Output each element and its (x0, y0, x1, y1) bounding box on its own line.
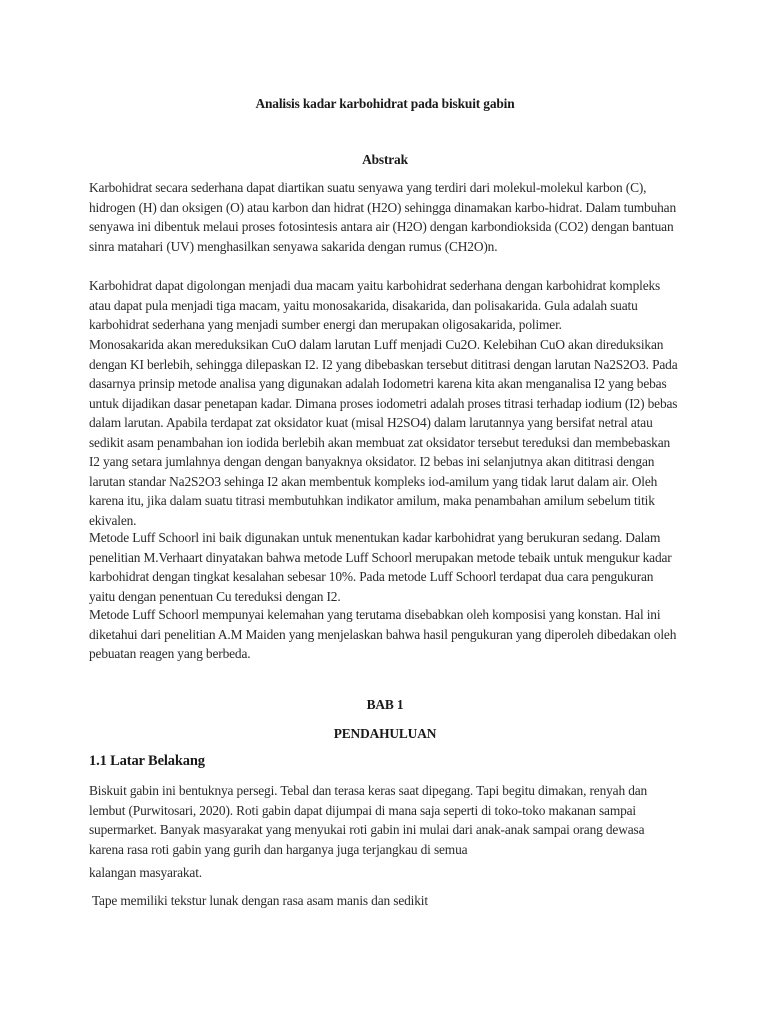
document-page (89, 0, 681, 1024)
abstract-paragraph-2: Karbohidrat dapat digolongan menjadi dua macam yaitu karbohidrat sederhana dengan karbohidrat kompleks atau dapat pula menjadi tiga macam, yaitu monosakarida, disakarida, dan polisakarida. Gula adalah suatu karbohidrat sederhana yang menjadi sumber energi dan merupakan oligosakarida, polimer. (89, 278, 661, 332)
abstract-paragraph-4: Metode Luff Schoorl ini baik digunakan untuk menentukan kadar karbohidrat yang berukuran sedang. Dalam penelitian M.Verhaart dinyatakan bahwa metode Luff Schoorl merupakan metode tebaik untuk mengukur kadar karbohidrat dengan tingkat kesalahan sebesar 10%. Pada metode Luff Schoorl terdapat dua cara pengukuran yaitu dengan penentuan Cu tereduksi dengan I2. (89, 530, 672, 604)
section-heading: 1.1 Latar Belakang (89, 753, 205, 769)
chapter-label: BAB 1 (366, 697, 404, 712)
abstract-heading: Abstrak (362, 152, 408, 167)
document-title: Analisis kadar karbohidrat pada biskuit gabin (255, 96, 515, 111)
chapter-title: PENDAHULUAN (333, 726, 437, 741)
section-paragraph-3: Tape memiliki tekstur lunak dengan rasa asam manis dan sedikit (89, 893, 428, 908)
section-paragraph-1: Biskuit gabin ini bentuknya persegi. Tebal dan terasa keras saat dipegang. Tapi begitu dimakan, renyah dan lembut (Purwitosari, 2020). Roti gabin dapat dijumpai di mana saja seperti di toko-toko makanan sampai supermarket. Banyak masyarakat yang menyukai roti gabin ini mulai dari anak-anak sampai orang dewasa karena rasa roti gabin yang gurih dan harganya juga terjangkau di semua (89, 783, 648, 857)
abstract-paragraph-5: Metode Luff Schoorl mempunyai kelemahan yang terutama disebabkan oleh komposisi yang konstan. Hal ini diketahui dari penelitian A.M Maiden yang menjelaskan bahwa hasil pengukuran yang diperoleh dibedakan oleh pebuatan reagen yang berbeda. (89, 607, 677, 661)
abstract-paragraph-3: Monosakarida akan mereduksikan CuO dalam larutan Luff menjadi Cu2O. Kelebihan CuO akan direduksikan dengan KI berlebih, sehingga dilepaskan I2. I2 yang dibebaskan tersebut dititrasi dengan larutan Na2S2O3. Pada dasarnya prinsip metode analisa yang digunakan adalah Iodometri karena kita akan menganalisa I2 yang bebas untuk dijadikan dasar penetapan kadar. Dimana proses iodometri adalah proses titrasi terhadap iodium (I2) bebas dalam larutan. Apabila terdapat zat oksidator kuat (misal H2SO4) dalam larutannya yang bersifat netral atau sedikit asam penambahan ion iodida berlebih akan membuat zat oksidator tersebut tereduksi dan membebaskan I2 yang setara jumlahnya dengan dengan banyaknya oksidator. I2 bebas ini selanjutnya akan dititrasi dengan larutan standar Na2S2O3 sehinga I2 akan membentuk kompleks iod-amilum yang tidak larut dalam air. Oleh karena itu, jika dalam suatu titrasi membutuhkan indikator amilum, maka penambahan amilum sebelum titik ekivalen. (89, 337, 678, 528)
abstract-paragraph-1: Karbohidrat secara sederhana dapat diartikan suatu senyawa yang terdiri dari molekul-molekul karbon (C), hidrogen (H) dan oksigen (O) atau karbon dan hidrat (H2O) sehingga dinamakan karbo-hidrat. Dalam tumbuhan senyawa ini dibentuk melaui proses fotosintesis antara air (H2O) dengan karbondioksida (CO2) dengan bantuan sinra matahari (UV) menghasilkan senyawa sakarida dengan rumus (CH2O)n. (89, 180, 677, 254)
section-paragraph-2: kalangan masyarakat. (89, 865, 202, 880)
